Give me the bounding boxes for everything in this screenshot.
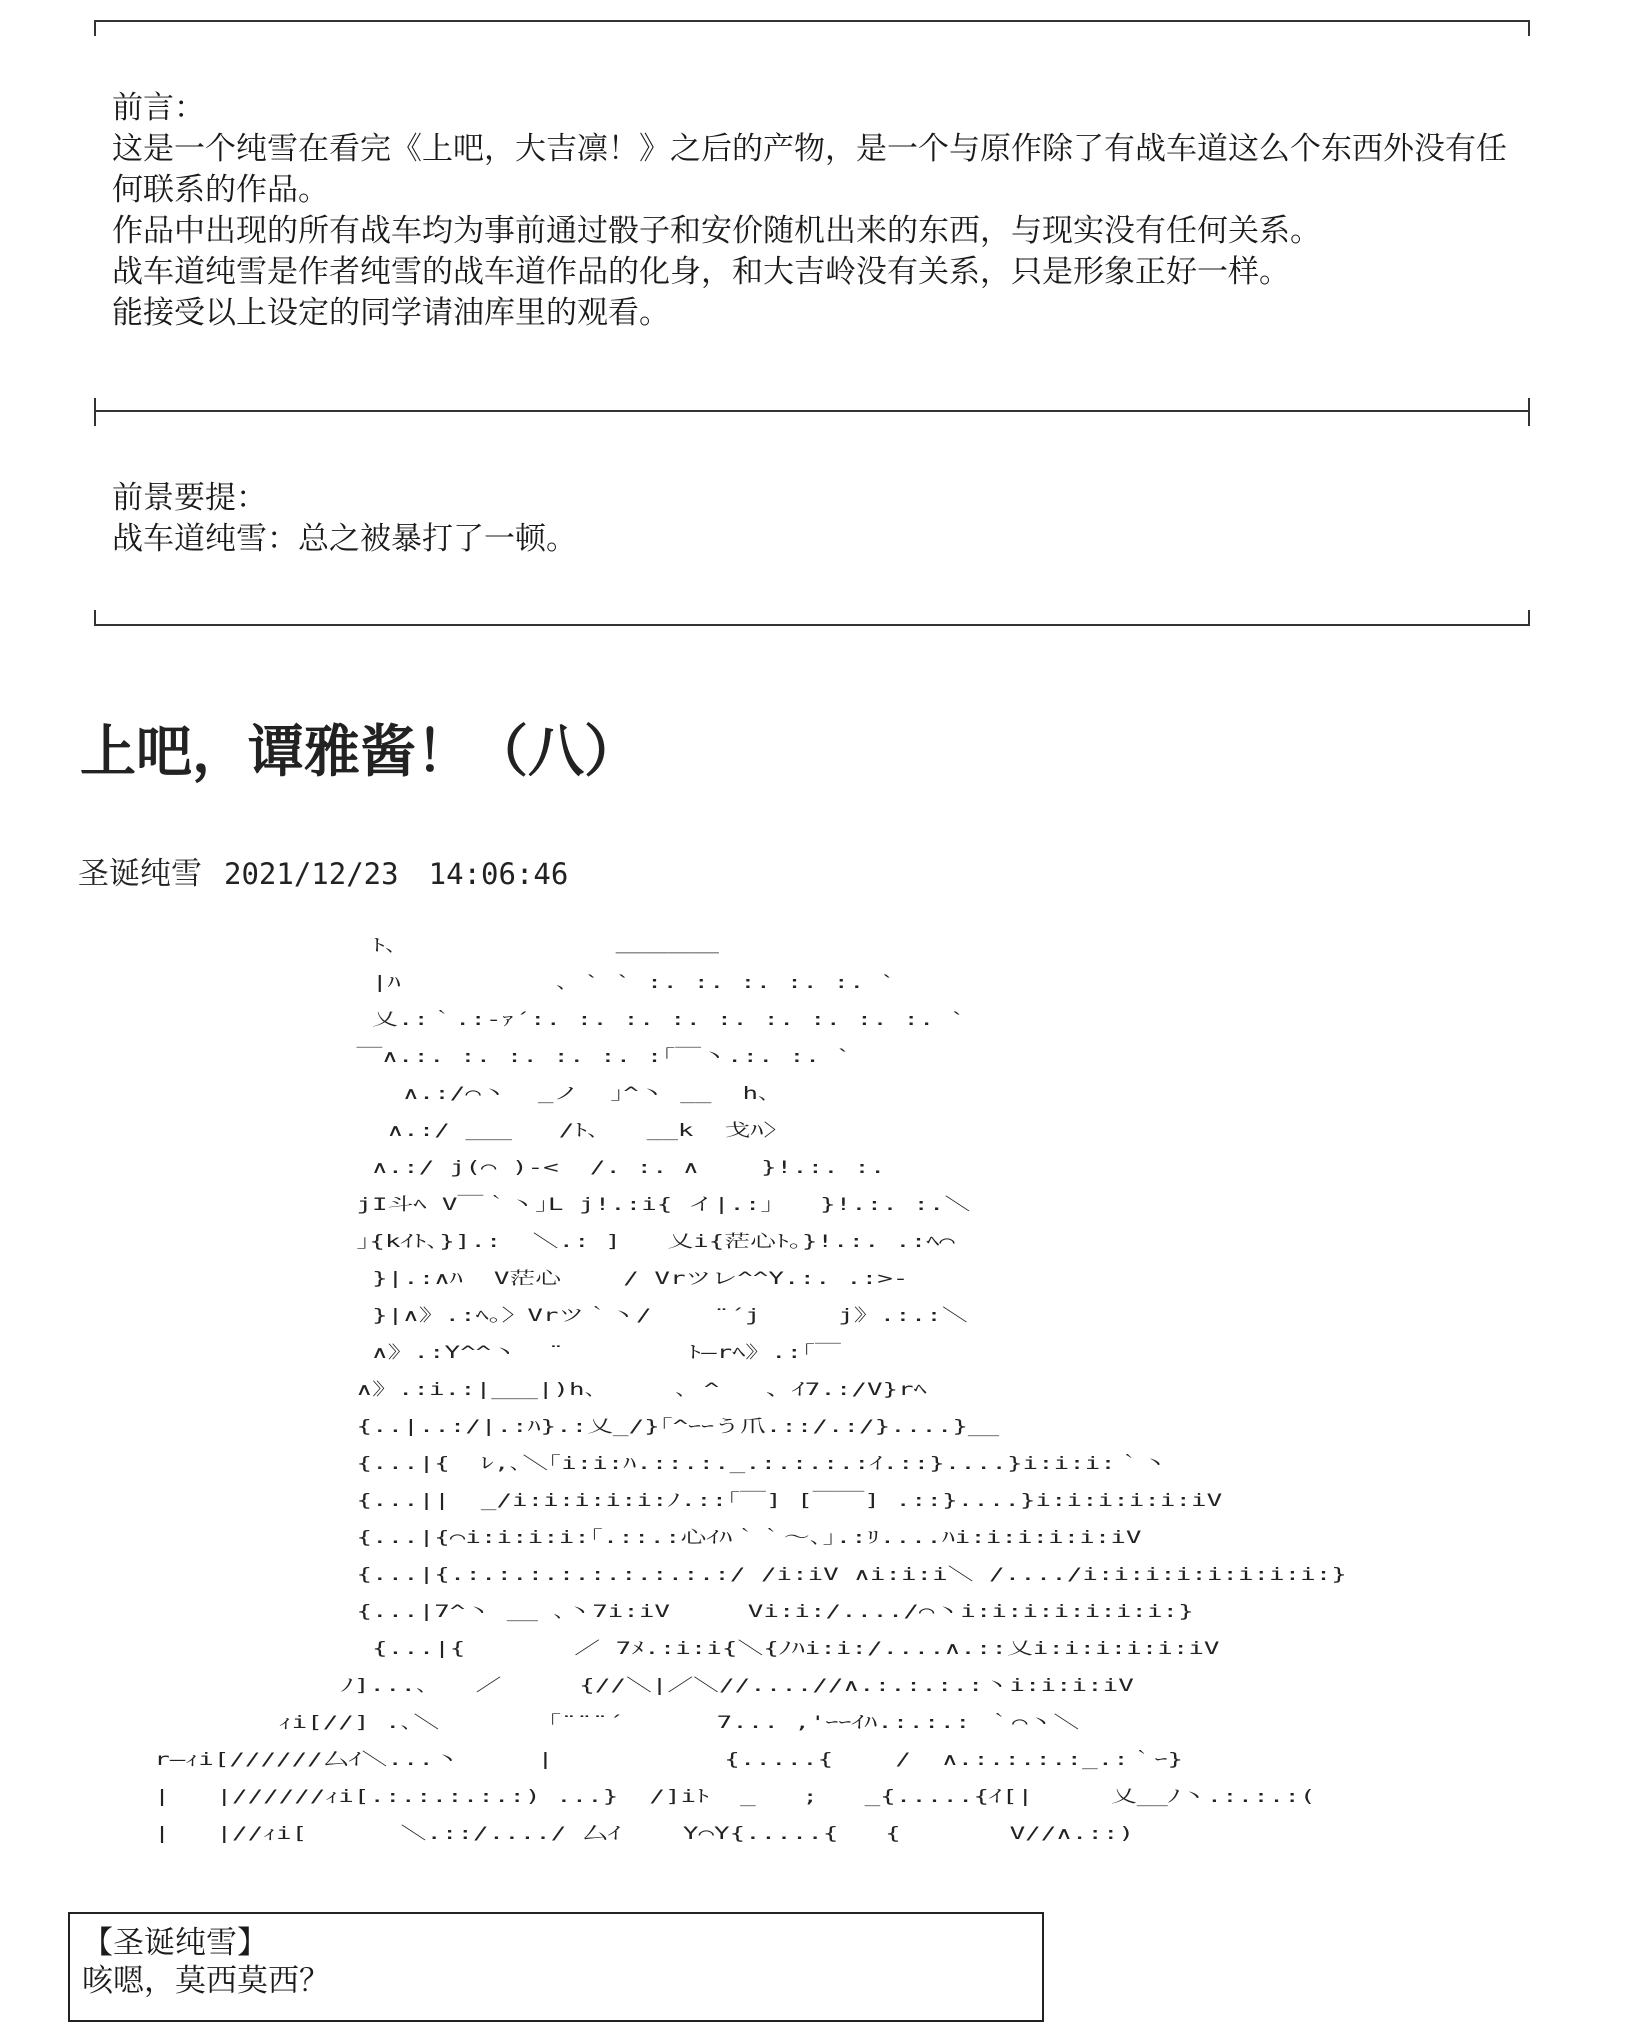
- author-name: 圣诞纯雪: [78, 856, 202, 892]
- notice-frame-bottom: [94, 624, 1530, 626]
- preface-line-1: 这是一个纯雪在看完《上吧，大吉凛！》之后的产物，是一个与原作除了有战车道这么个东西外没有任何联系的作品。: [112, 131, 1507, 208]
- dialog-line: 咳嗯，莫西莫西？: [82, 1963, 330, 1999]
- preface-line-4: 能接受以上设定的同学请油库里的观看。: [112, 295, 670, 331]
- premise-line: 战车道纯雪：总之被暴打了一顿。: [112, 521, 577, 557]
- ascii-art-illustration: ﾄ､ ＿＿＿＿ |ﾊ ､ ` ` :. :. :. :. :. ` 乂.:｀.:-ｧ´:. :. :. :. :. :. :. :. :. ` ￣∧.:. :. :. :. :. :｢￣丶.:. :. ` ∧.:/⌒丶 _ノ ｣^丶 __ h､ ∧.:/ ___ /ﾄ､ __k 戈ﾊ〉 ∧.:/ j(⌒ )-< /. :. ∧ }!.:. :. jI斗ﾍ V￣｀丶｣L j!.:i{ イ|.:｣ }!.:. :.＼ ｣{kｲﾄ､}].: ＼.: ] 乂i{茫心ﾄ｡}!.:. .:ﾍ⌒ }|.:∧ﾊ V茫心 / Vrツレ^^Y.:. .:>- }|∧》.:ﾍ｡〉Vrツ｀丶/ ¨´j j》.:.:＼ ∧》.:Y^^丶 ¨ ﾄ―rﾍ》.:｢￣ ∧》.:i.:|___|)h､ ､ ^ 、ｲ7.:/V}rﾍ {..|..:/|.:ﾊ}.:乂_/}｢^ｰｰう爪.::/.:/}....}__ {...|{ ﾚ,､＼｢i:i:ﾊ.::.:._.:.:.:.:ｲ.::}....}i:i:i:｀丶 {...|| _/i:i:i:i:i:ﾉ.::｢￣] [￣￣] .::}....}i:i:i:i:i:iV {...|{⌒i:i:i:i:｢.::.:心ｲﾊ｀｀〜､｣.:ﾘ....ﾊi:i:i:i:i:iV {...|{.:.:.:.:.:.:.:.:.:/ /i:iV ∧i:i:i＼ /..../i:i:i:i:i:i:i:i:} {...|7^丶 __ ､丶7i:iV Vi:i:/..../⌒丶i:i:i:i:i:i:i:} {...|{ ／ 7ﾒ.:i:i{＼{ﾉﾊi:i:/....∧.::乂i:i:i:i:i:iV ﾉ]...､ ／ {//＼|／＼//....//∧.:.:.:.:丶i:i:i:iV ｨi[//] .､＼ ｢¨¨¨´ 7... ,'ｰｰｲﾊ.:.:.: ｀⌒丶＼ r―ｨi[//////厶ｲ＼...丶 | {.....{ / ∧.:.:.:.:_.:｀ｰ} | |//////ｨi[.:.:.:.:.:) ...} /]iﾄ _ ; _{.....{ｲ[| 乂__ﾉ丶.:.:.:( | |//ｨi[ ＼.::/..../ 厶ｲ Y⌒Y{.....{ { V//∧.::): [154, 936, 1347, 1844]
- post-meta: [78, 848, 568, 893]
- dialog-box: [68, 1912, 1044, 2022]
- preface-line-3: 战车道纯雪是作者纯雪的战车道作品的化身，和大吉岭没有关系，只是形象正好一样。: [112, 254, 1290, 290]
- post-time: 14:06:46: [428, 857, 569, 891]
- chapter-title: 上吧，谭雅酱！（八）: [80, 719, 640, 785]
- preface-section: [112, 88, 1532, 334]
- premise-section: [112, 478, 577, 560]
- notice-frame-top: [94, 20, 1530, 22]
- notice-frame-divider: [94, 410, 1530, 412]
- premise-heading: 前景要提：: [112, 480, 267, 516]
- preface-heading: 前言：: [112, 90, 205, 126]
- post-date: 2021/12/23: [224, 857, 399, 891]
- preface-line-2: 作品中出现的所有战车均为事前通过骰子和安价随机出来的东西，与现实没有任何关系。: [112, 213, 1321, 249]
- dialog-speaker: 【圣诞纯雪】: [82, 1925, 268, 1961]
